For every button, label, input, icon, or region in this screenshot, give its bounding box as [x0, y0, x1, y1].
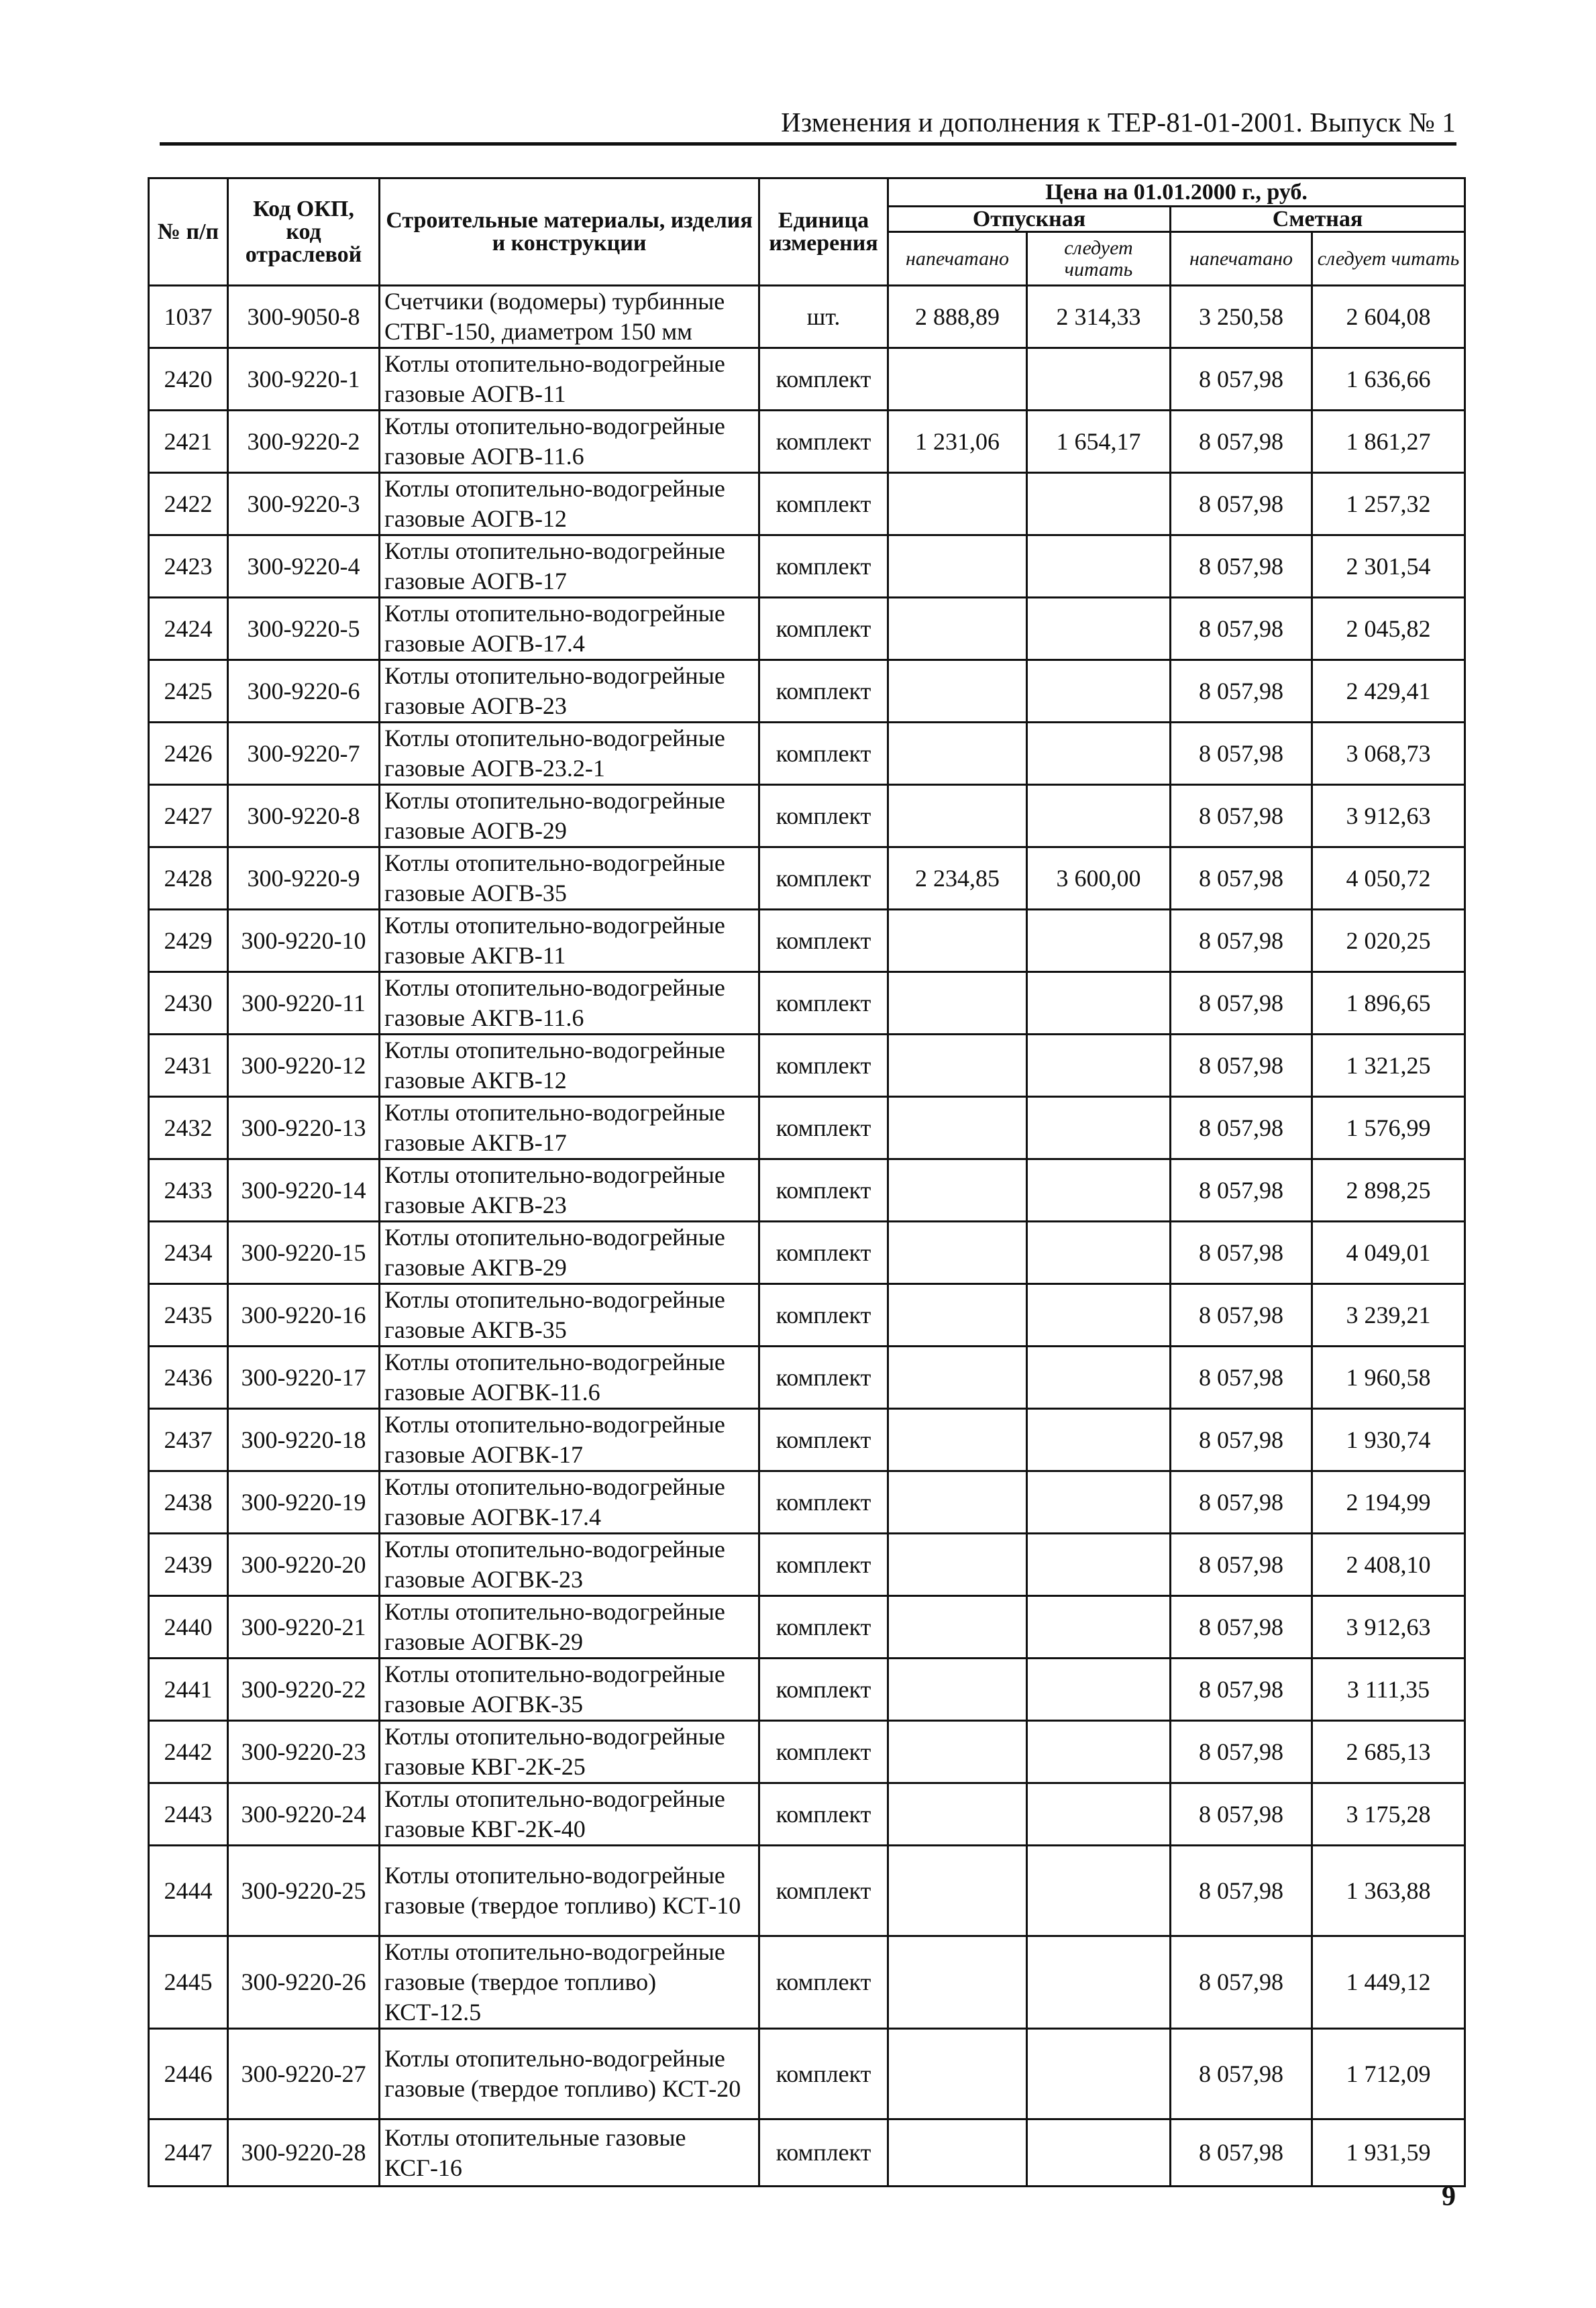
- row-unit: комплект: [759, 1409, 888, 1471]
- row-unit: комплект: [759, 411, 888, 473]
- row-unit: комплект: [759, 473, 888, 535]
- row-unit: комплект: [759, 2119, 888, 2187]
- header-release-printed: напечатано: [888, 232, 1027, 286]
- row-unit: комплект: [759, 847, 888, 910]
- row-estimate-printed: 8 057,98: [1171, 2119, 1312, 2187]
- page-number: 9: [1442, 2181, 1456, 2212]
- row-release-printed: [888, 1347, 1027, 1409]
- row-estimate-printed: 8 057,98: [1171, 1936, 1312, 2029]
- row-release-read: [1027, 1159, 1171, 1222]
- row-release-read: 1 654,17: [1027, 411, 1171, 473]
- table-row: [149, 348, 1465, 411]
- row-name: Котлы отопительно-водогрейные газовые АОГВК-35: [380, 1659, 759, 1721]
- row-release-printed: [888, 1284, 1027, 1347]
- row-name: Котлы отопительно-водогрейные газовые АОГВ-17: [380, 535, 759, 598]
- header-unit: Единица измерения: [759, 178, 888, 286]
- table-row: [149, 1159, 1465, 1222]
- row-estimate-read: 2 898,25: [1312, 1159, 1465, 1222]
- row-unit: комплект: [759, 1846, 888, 1936]
- row-estimate-printed: 8 057,98: [1171, 598, 1312, 660]
- row-release-read: [1027, 910, 1171, 972]
- row-code: 300-9220-22: [228, 1659, 380, 1721]
- row-release-read: [1027, 535, 1171, 598]
- row-unit: комплект: [759, 910, 888, 972]
- row-unit: комплект: [759, 1659, 888, 1721]
- row-release-read: [1027, 2029, 1171, 2119]
- table-row: [149, 2119, 1465, 2187]
- row-unit: комплект: [759, 660, 888, 723]
- row-name: Котлы отопительно-водогрейные газовые АОГВ-23: [380, 660, 759, 723]
- row-code: 300-9220-6: [228, 660, 380, 723]
- row-release-printed: 1 231,06: [888, 411, 1027, 473]
- row-estimate-printed: 8 057,98: [1171, 535, 1312, 598]
- row-release-printed: [888, 1409, 1027, 1471]
- row-estimate-printed: 8 057,98: [1171, 1534, 1312, 1596]
- row-release-printed: [888, 972, 1027, 1035]
- row-estimate-read: 1 930,74: [1312, 1409, 1465, 1471]
- row-code: 300-9220-19: [228, 1471, 380, 1534]
- header-rule: [160, 142, 1456, 146]
- row-estimate-read: 2 045,82: [1312, 598, 1465, 660]
- price-table: [148, 177, 1466, 2187]
- row-num: 1037: [149, 286, 228, 348]
- table-row: [149, 2029, 1465, 2119]
- row-code: 300-9220-11: [228, 972, 380, 1035]
- row-estimate-read: 2 604,08: [1312, 286, 1465, 348]
- row-estimate-printed: 8 057,98: [1171, 1596, 1312, 1659]
- row-code: 300-9220-5: [228, 598, 380, 660]
- row-unit: комплект: [759, 598, 888, 660]
- row-code: 300-9220-17: [228, 1347, 380, 1409]
- row-num: 2433: [149, 1159, 228, 1222]
- row-code: 300-9220-14: [228, 1159, 380, 1222]
- row-release-read: [1027, 1721, 1171, 1783]
- row-release-printed: [888, 1783, 1027, 1846]
- row-code: 300-9050-8: [228, 286, 380, 348]
- row-num: 2434: [149, 1222, 228, 1284]
- row-estimate-read: 1 896,65: [1312, 972, 1465, 1035]
- row-release-printed: [888, 1659, 1027, 1721]
- row-estimate-printed: 8 057,98: [1171, 910, 1312, 972]
- row-release-printed: [888, 473, 1027, 535]
- row-num: 2438: [149, 1471, 228, 1534]
- row-release-read: [1027, 972, 1171, 1035]
- row-name: Котлы отопительно-водогрейные газовые (твердое топливо) КСТ-10: [380, 1846, 759, 1936]
- row-num: 2428: [149, 847, 228, 910]
- row-estimate-read: 1 931,59: [1312, 2119, 1465, 2187]
- row-code: 300-9220-7: [228, 723, 380, 785]
- row-unit: комплект: [759, 1159, 888, 1222]
- row-num: 2426: [149, 723, 228, 785]
- row-estimate-printed: 8 057,98: [1171, 2029, 1312, 2119]
- row-release-read: 3 600,00: [1027, 847, 1171, 910]
- table-row: [149, 785, 1465, 847]
- row-name: Котлы отопительно-водогрейные газовые АКГВ-29: [380, 1222, 759, 1284]
- row-estimate-read: 3 111,35: [1312, 1659, 1465, 1721]
- row-estimate-read: 2 194,99: [1312, 1471, 1465, 1534]
- row-name: Котлы отопительно-водогрейные газовые АОГВК-23: [380, 1534, 759, 1596]
- row-code: 300-9220-13: [228, 1097, 380, 1159]
- row-release-read: [1027, 1596, 1171, 1659]
- row-estimate-read: 3 239,21: [1312, 1284, 1465, 1347]
- row-release-printed: [888, 2119, 1027, 2187]
- row-release-printed: [888, 1936, 1027, 2029]
- row-release-printed: 2 234,85: [888, 847, 1027, 910]
- row-release-printed: [888, 1721, 1027, 1783]
- header-estimate: Сметная: [1171, 207, 1465, 232]
- row-release-read: [1027, 723, 1171, 785]
- row-estimate-printed: 8 057,98: [1171, 1721, 1312, 1783]
- row-num: 2437: [149, 1409, 228, 1471]
- row-estimate-read: 3 175,28: [1312, 1783, 1465, 1846]
- row-release-read: [1027, 1471, 1171, 1534]
- row-release-printed: [888, 660, 1027, 723]
- row-release-read: [1027, 1659, 1171, 1721]
- row-code: 300-9220-23: [228, 1721, 380, 1783]
- row-name: Котлы отопительно-водогрейные газовые АОГВК-17: [380, 1409, 759, 1471]
- row-name: Котлы отопительно-водогрейные газовые АКГВ-11: [380, 910, 759, 972]
- row-unit: комплект: [759, 1097, 888, 1159]
- row-release-read: [1027, 1284, 1171, 1347]
- row-num: 2432: [149, 1097, 228, 1159]
- row-release-read: [1027, 1222, 1171, 1284]
- row-estimate-read: 1 363,88: [1312, 1846, 1465, 1936]
- row-name: Котлы отопительно-водогрейные газовые АОГВ-11: [380, 348, 759, 411]
- row-num: 2443: [149, 1783, 228, 1846]
- row-num: 2421: [149, 411, 228, 473]
- row-estimate-printed: 8 057,98: [1171, 723, 1312, 785]
- row-unit: комплект: [759, 972, 888, 1035]
- row-code: 300-9220-2: [228, 411, 380, 473]
- table-row: [149, 1409, 1465, 1471]
- row-estimate-read: 3 068,73: [1312, 723, 1465, 785]
- row-unit: комплект: [759, 785, 888, 847]
- row-release-read: 2 314,33: [1027, 286, 1171, 348]
- row-release-printed: [888, 1846, 1027, 1936]
- header-price-group: Цена на 01.01.2000 г., руб.: [888, 178, 1465, 207]
- row-code: 300-9220-8: [228, 785, 380, 847]
- row-estimate-read: 1 636,66: [1312, 348, 1465, 411]
- row-release-read: [1027, 1783, 1171, 1846]
- row-code: 300-9220-15: [228, 1222, 380, 1284]
- row-num: 2430: [149, 972, 228, 1035]
- table-row: [149, 1347, 1465, 1409]
- row-estimate-printed: 8 057,98: [1171, 1222, 1312, 1284]
- row-release-printed: [888, 1596, 1027, 1659]
- table-row: [149, 1659, 1465, 1721]
- row-num: 2431: [149, 1035, 228, 1097]
- row-num: 2439: [149, 1534, 228, 1596]
- row-release-read: [1027, 1534, 1171, 1596]
- row-release-printed: [888, 1534, 1027, 1596]
- row-release-printed: [888, 2029, 1027, 2119]
- row-num: 2424: [149, 598, 228, 660]
- row-name: Котлы отопительно-водогрейные газовые (твердое топливо) КСТ-20: [380, 2029, 759, 2119]
- row-release-read: [1027, 1846, 1171, 1936]
- row-release-printed: [888, 723, 1027, 785]
- row-code: 300-9220-21: [228, 1596, 380, 1659]
- row-release-printed: [888, 785, 1027, 847]
- row-code: 300-9220-1: [228, 348, 380, 411]
- row-release-printed: [888, 1471, 1027, 1534]
- row-release-printed: [888, 1159, 1027, 1222]
- row-unit: комплект: [759, 723, 888, 785]
- row-estimate-read: 1 712,09: [1312, 2029, 1465, 2119]
- row-unit: комплект: [759, 1596, 888, 1659]
- header-num: № п/п: [149, 178, 228, 286]
- row-estimate-read: 1 861,27: [1312, 411, 1465, 473]
- table-row: [149, 1596, 1465, 1659]
- row-num: 2442: [149, 1721, 228, 1783]
- row-release-printed: [888, 1035, 1027, 1097]
- row-unit: комплект: [759, 1222, 888, 1284]
- row-estimate-printed: 8 057,98: [1171, 1097, 1312, 1159]
- table-row: [149, 972, 1465, 1035]
- row-num: 2444: [149, 1846, 228, 1936]
- row-estimate-read: 1 576,99: [1312, 1097, 1465, 1159]
- row-estimate-printed: 8 057,98: [1171, 660, 1312, 723]
- table-row: [149, 660, 1465, 723]
- row-name: Котлы отопительно-водогрейные газовые АКГВ-35: [380, 1284, 759, 1347]
- row-release-read: [1027, 1097, 1171, 1159]
- row-estimate-read: 3 912,63: [1312, 1596, 1465, 1659]
- row-estimate-read: 1 321,25: [1312, 1035, 1465, 1097]
- row-estimate-printed: 3 250,58: [1171, 286, 1312, 348]
- row-estimate-printed: 8 057,98: [1171, 411, 1312, 473]
- row-release-printed: [888, 348, 1027, 411]
- row-num: 2429: [149, 910, 228, 972]
- table-row: [149, 847, 1465, 910]
- row-release-read: [1027, 660, 1171, 723]
- row-unit: комплект: [759, 1721, 888, 1783]
- row-code: 300-9220-26: [228, 1936, 380, 2029]
- row-estimate-printed: 8 057,98: [1171, 785, 1312, 847]
- row-name: Котлы отопительно-водогрейные газовые АОГВ-12: [380, 473, 759, 535]
- row-num: 2422: [149, 473, 228, 535]
- row-unit: комплект: [759, 1347, 888, 1409]
- row-name: Котлы отопительно-водогрейные газовые АКГВ-12: [380, 1035, 759, 1097]
- table-row: [149, 1222, 1465, 1284]
- row-num: 2446: [149, 2029, 228, 2119]
- row-num: 2445: [149, 1936, 228, 2029]
- row-release-read: [1027, 348, 1171, 411]
- table-row: [149, 411, 1465, 473]
- row-code: 300-9220-25: [228, 1846, 380, 1936]
- row-estimate-printed: 8 057,98: [1171, 1409, 1312, 1471]
- row-release-read: [1027, 473, 1171, 535]
- table-row: [149, 1783, 1465, 1846]
- row-name: Счетчики (водомеры) турбинные СТВГ-150, диаметром 150 мм: [380, 286, 759, 348]
- row-name: Котлы отопительно-водогрейные газовые АОГВ-17.4: [380, 598, 759, 660]
- table-body: [149, 286, 1465, 2187]
- row-code: 300-9220-4: [228, 535, 380, 598]
- row-estimate-printed: 8 057,98: [1171, 473, 1312, 535]
- row-release-printed: [888, 598, 1027, 660]
- row-unit: комплект: [759, 1035, 888, 1097]
- table-row: [149, 1721, 1465, 1783]
- row-estimate-read: 1 960,58: [1312, 1347, 1465, 1409]
- row-estimate-read: 2 429,41: [1312, 660, 1465, 723]
- header-code: Код ОКП, код отраслевой: [228, 178, 380, 286]
- table-row: [149, 1284, 1465, 1347]
- row-unit: комплект: [759, 348, 888, 411]
- row-code: 300-9220-18: [228, 1409, 380, 1471]
- row-estimate-printed: 8 057,98: [1171, 1347, 1312, 1409]
- row-estimate-printed: 8 057,98: [1171, 1659, 1312, 1721]
- row-estimate-printed: 8 057,98: [1171, 847, 1312, 910]
- row-release-read: [1027, 1409, 1171, 1471]
- row-release-read: [1027, 1347, 1171, 1409]
- row-estimate-read: 4 050,72: [1312, 847, 1465, 910]
- row-estimate-read: 2 685,13: [1312, 1721, 1465, 1783]
- row-code: 300-9220-27: [228, 2029, 380, 2119]
- header-estimate-read: следует читать: [1312, 232, 1465, 286]
- row-name: Котлы отопительно-водогрейные газовые КВГ-2К-25: [380, 1721, 759, 1783]
- table-row: [149, 1097, 1465, 1159]
- page-header: Изменения и дополнения к ТЕР-81-01-2001. Выпуск № 1: [781, 107, 1456, 138]
- row-code: 300-9220-12: [228, 1035, 380, 1097]
- row-release-printed: 2 888,89: [888, 286, 1027, 348]
- row-name: Котлы отопительно-водогрейные газовые АКГВ-17: [380, 1097, 759, 1159]
- row-release-printed: [888, 1097, 1027, 1159]
- row-unit: комплект: [759, 1783, 888, 1846]
- row-estimate-read: 2 408,10: [1312, 1534, 1465, 1596]
- row-name: Котлы отопительные газовые КСГ-16: [380, 2119, 759, 2187]
- row-estimate-read: 3 912,63: [1312, 785, 1465, 847]
- row-unit: комплект: [759, 1936, 888, 2029]
- header-name: Строительные материалы, изделия и конструкции: [380, 178, 759, 286]
- row-num: 2436: [149, 1347, 228, 1409]
- row-estimate-printed: 8 057,98: [1171, 1159, 1312, 1222]
- row-code: 300-9220-24: [228, 1783, 380, 1846]
- row-name: Котлы отопительно-водогрейные газовые (твердое топливо) КСТ-12.5: [380, 1936, 759, 2029]
- row-estimate-read: 2 020,25: [1312, 910, 1465, 972]
- header-release: Отпускная: [888, 207, 1171, 232]
- row-name: Котлы отопительно-водогрейные газовые АОГВК-11.6: [380, 1347, 759, 1409]
- table-row: [149, 1846, 1465, 1936]
- row-estimate-printed: 8 057,98: [1171, 1471, 1312, 1534]
- row-num: 2423: [149, 535, 228, 598]
- row-name: Котлы отопительно-водогрейные газовые АКГВ-11.6: [380, 972, 759, 1035]
- row-release-read: [1027, 2119, 1171, 2187]
- table-row: [149, 1035, 1465, 1097]
- row-num: 2427: [149, 785, 228, 847]
- row-name: Котлы отопительно-водогрейные газовые АОГВ-23.2-1: [380, 723, 759, 785]
- row-name: Котлы отопительно-водогрейные газовые АОГВК-29: [380, 1596, 759, 1659]
- row-name: Котлы отопительно-водогрейные газовые АОГВ-11.6: [380, 411, 759, 473]
- row-unit: шт.: [759, 286, 888, 348]
- row-release-printed: [888, 910, 1027, 972]
- table-row: [149, 1534, 1465, 1596]
- row-unit: комплект: [759, 535, 888, 598]
- row-name: Котлы отопительно-водогрейные газовые КВГ-2К-40: [380, 1783, 759, 1846]
- row-estimate-printed: 8 057,98: [1171, 972, 1312, 1035]
- table-row: [149, 286, 1465, 348]
- row-code: 300-9220-10: [228, 910, 380, 972]
- header-release-read: следует читать: [1027, 232, 1171, 286]
- row-code: 300-9220-20: [228, 1534, 380, 1596]
- row-release-read: [1027, 598, 1171, 660]
- row-code: 300-9220-3: [228, 473, 380, 535]
- table-row: [149, 598, 1465, 660]
- row-name: Котлы отопительно-водогрейные газовые АОГВ-35: [380, 847, 759, 910]
- table-row: [149, 1471, 1465, 1534]
- row-num: 2440: [149, 1596, 228, 1659]
- row-unit: комплект: [759, 1471, 888, 1534]
- row-num: 2420: [149, 348, 228, 411]
- row-estimate-read: 1 257,32: [1312, 473, 1465, 535]
- row-num: 2441: [149, 1659, 228, 1721]
- row-estimate-printed: 8 057,98: [1171, 1846, 1312, 1936]
- row-release-read: [1027, 1936, 1171, 2029]
- row-release-printed: [888, 1222, 1027, 1284]
- row-name: Котлы отопительно-водогрейные газовые АОГВК-17.4: [380, 1471, 759, 1534]
- row-release-read: [1027, 1035, 1171, 1097]
- row-num: 2435: [149, 1284, 228, 1347]
- header-estimate-printed: напечатано: [1171, 232, 1312, 286]
- row-release-printed: [888, 535, 1027, 598]
- table-row: [149, 910, 1465, 972]
- row-code: 300-9220-16: [228, 1284, 380, 1347]
- row-unit: комплект: [759, 1284, 888, 1347]
- table-row: [149, 723, 1465, 785]
- row-unit: комплект: [759, 2029, 888, 2119]
- table-row: [149, 473, 1465, 535]
- row-name: Котлы отопительно-водогрейные газовые АКГВ-23: [380, 1159, 759, 1222]
- row-release-read: [1027, 785, 1171, 847]
- row-estimate-read: 4 049,01: [1312, 1222, 1465, 1284]
- row-estimate-printed: 8 057,98: [1171, 1783, 1312, 1846]
- row-code: 300-9220-28: [228, 2119, 380, 2187]
- row-code: 300-9220-9: [228, 847, 380, 910]
- row-unit: комплект: [759, 1534, 888, 1596]
- row-num: 2425: [149, 660, 228, 723]
- row-estimate-printed: 8 057,98: [1171, 348, 1312, 411]
- row-num: 2447: [149, 2119, 228, 2187]
- row-name: Котлы отопительно-водогрейные газовые АОГВ-29: [380, 785, 759, 847]
- row-estimate-printed: 8 057,98: [1171, 1035, 1312, 1097]
- row-estimate-printed: 8 057,98: [1171, 1284, 1312, 1347]
- table-row: [149, 1936, 1465, 2029]
- table-row: [149, 535, 1465, 598]
- row-estimate-read: 2 301,54: [1312, 535, 1465, 598]
- row-estimate-read: 1 449,12: [1312, 1936, 1465, 2029]
